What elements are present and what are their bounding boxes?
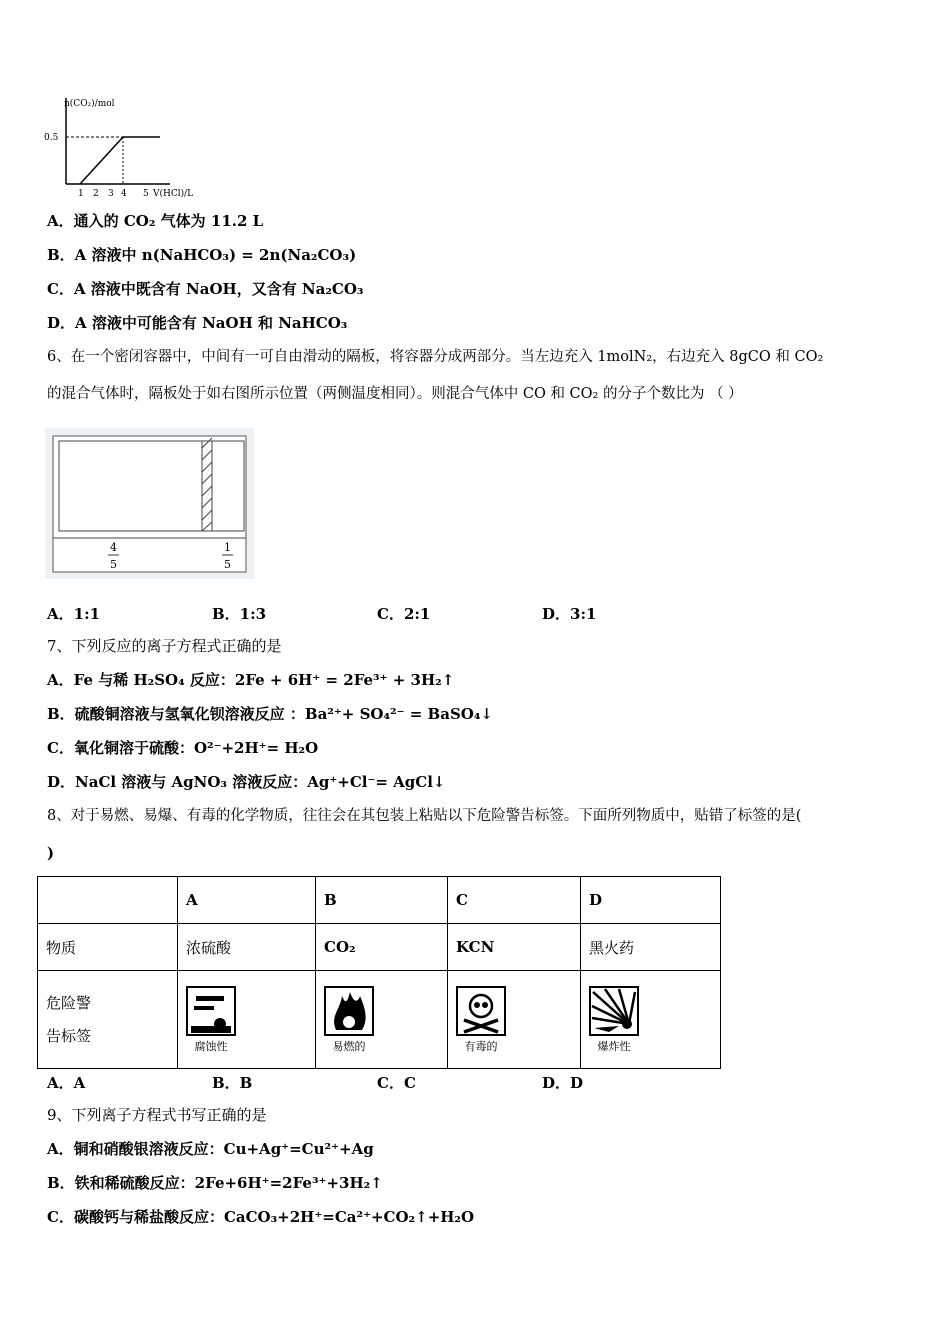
q5-option-b: B．A 溶液中 n(NaHCO₃) = 2n(Na₂CO₃) (47, 246, 357, 264)
substance-cell: 浓硫酸 (178, 924, 316, 971)
flammable-sign (324, 986, 374, 1054)
sign-caption: 爆炸性 (597, 1039, 631, 1053)
q5-option-d: D．A 溶液中可能含有 NaOH 和 NaHCO₃ (47, 314, 348, 332)
q8-option-c: C．C (377, 1074, 416, 1092)
q5-option-a: A．通入的 CO₂ 气体为 11.2 L (47, 212, 264, 230)
y-tick: 0.5 (44, 133, 59, 143)
header-cell: C (448, 877, 581, 924)
hazard-label-table (37, 876, 721, 1069)
label-line: 告标签 (46, 1026, 92, 1045)
x-tick: 4 (121, 189, 127, 199)
row-label: 物质 (38, 924, 178, 971)
left-fraction-den: 5 (110, 558, 117, 571)
x-tick: 2 (93, 189, 99, 199)
q7-option-b: B．硫酸铜溶液与氢氧化钡溶液反应 ：Ba²⁺+ SO₄²⁻ = BaSO₄↓ (47, 705, 493, 723)
co2-hcl-graph (40, 92, 220, 204)
x-tick: 3 (108, 189, 114, 199)
q6-option-d: D．3:1 (542, 605, 597, 623)
container-figure (45, 428, 254, 579)
q5-option-c: C．A 溶液中既含有 NaOH，又含有 Na₂CO₃ (47, 280, 364, 298)
q6-stem-line1: 6、在一个密闭容器中，中间有一可自由滑动的隔板，将容器分成两部分。当左边充入 1molN₂，右边充入 8gCO 和 CO₂ (47, 349, 824, 365)
right-fraction-den: 5 (224, 558, 231, 571)
y-axis-label: n(CO₂)/mol (64, 99, 115, 109)
q7-option-a: A．Fe 与稀 H₂SO₄ 反应：2Fe + 6H⁺ = 2Fe³⁺ + 3H₂↑ (47, 671, 455, 689)
explosion-icon (589, 986, 639, 1036)
q8-stem: 8、对于易燃、易爆、有毒的化学物质，往往会在其包装上粘贴以下危险警告标签。下面所列物质中，贴错了标签的是( (47, 808, 802, 824)
q8-stem-end: ) (47, 844, 55, 862)
explosive-sign (589, 986, 639, 1054)
q6-option-a: A．1:1 (47, 605, 101, 623)
q9-option-a: A．铜和硝酸银溶液反应：Cu+Ag⁺=Cu²⁺+Ag (47, 1140, 374, 1158)
q6-stem-line2: 的混合气体时，隔板处于如右图所示位置（两侧温度相同）。则混合气体中 CO 和 CO₂ 的分子个数比为 （ ） (47, 386, 743, 402)
left-fraction-num: 4 (110, 541, 117, 554)
substance-cell: CO₂ (316, 924, 448, 971)
q7-stem: 7、下列反应的离子方程式正确的是 (47, 637, 282, 655)
corrosive-icon (186, 986, 236, 1036)
substance-cell: 黑火药 (581, 924, 721, 971)
x-tick: 5 (143, 189, 149, 199)
q7-option-d: D．NaCl 溶液与 AgNO₃ 溶液反应：Ag⁺+Cl⁻= AgCl↓ (47, 773, 446, 791)
row-label (38, 971, 178, 1069)
sign-caption: 有毒的 (464, 1039, 498, 1053)
corrosive-sign (186, 986, 236, 1054)
toxic-sign (456, 986, 506, 1054)
sign-caption: 腐蚀性 (194, 1039, 228, 1053)
q6-option-c: C．2:1 (377, 605, 431, 623)
q6-option-b: B．1:3 (212, 605, 267, 623)
q9-option-c: C．碳酸钙与稀盐酸反应：CaCO₃+2H⁺=Ca²⁺+CO₂↑+H₂O (47, 1208, 475, 1226)
x-axis-label: V(HCl)/L (153, 189, 194, 199)
q8-option-b: B．B (212, 1074, 253, 1092)
sign-caption: 易燃的 (332, 1039, 366, 1053)
label-line: 危险警 (46, 993, 92, 1012)
skull-crossbones-icon (456, 986, 506, 1036)
header-cell (38, 877, 178, 924)
header-cell: D (581, 877, 721, 924)
right-fraction-num: 1 (224, 541, 231, 554)
q8-option-d: D．D (542, 1074, 584, 1092)
flame-icon (324, 986, 374, 1036)
header-cell: B (316, 877, 448, 924)
substance-cell: KCN (448, 924, 581, 971)
header-cell: A (178, 877, 316, 924)
q9-option-b: B．铁和稀硫酸反应：2Fe+6H⁺=2Fe³⁺+3H₂↑ (47, 1174, 383, 1192)
q8-option-a: A．A (47, 1074, 86, 1092)
q7-option-c: C．氧化铜溶于硫酸：O²⁻+2H⁺= H₂O (47, 739, 319, 757)
q9-stem: 9、下列离子方程式书写正确的是 (47, 1106, 267, 1124)
x-tick: 1 (78, 189, 84, 199)
